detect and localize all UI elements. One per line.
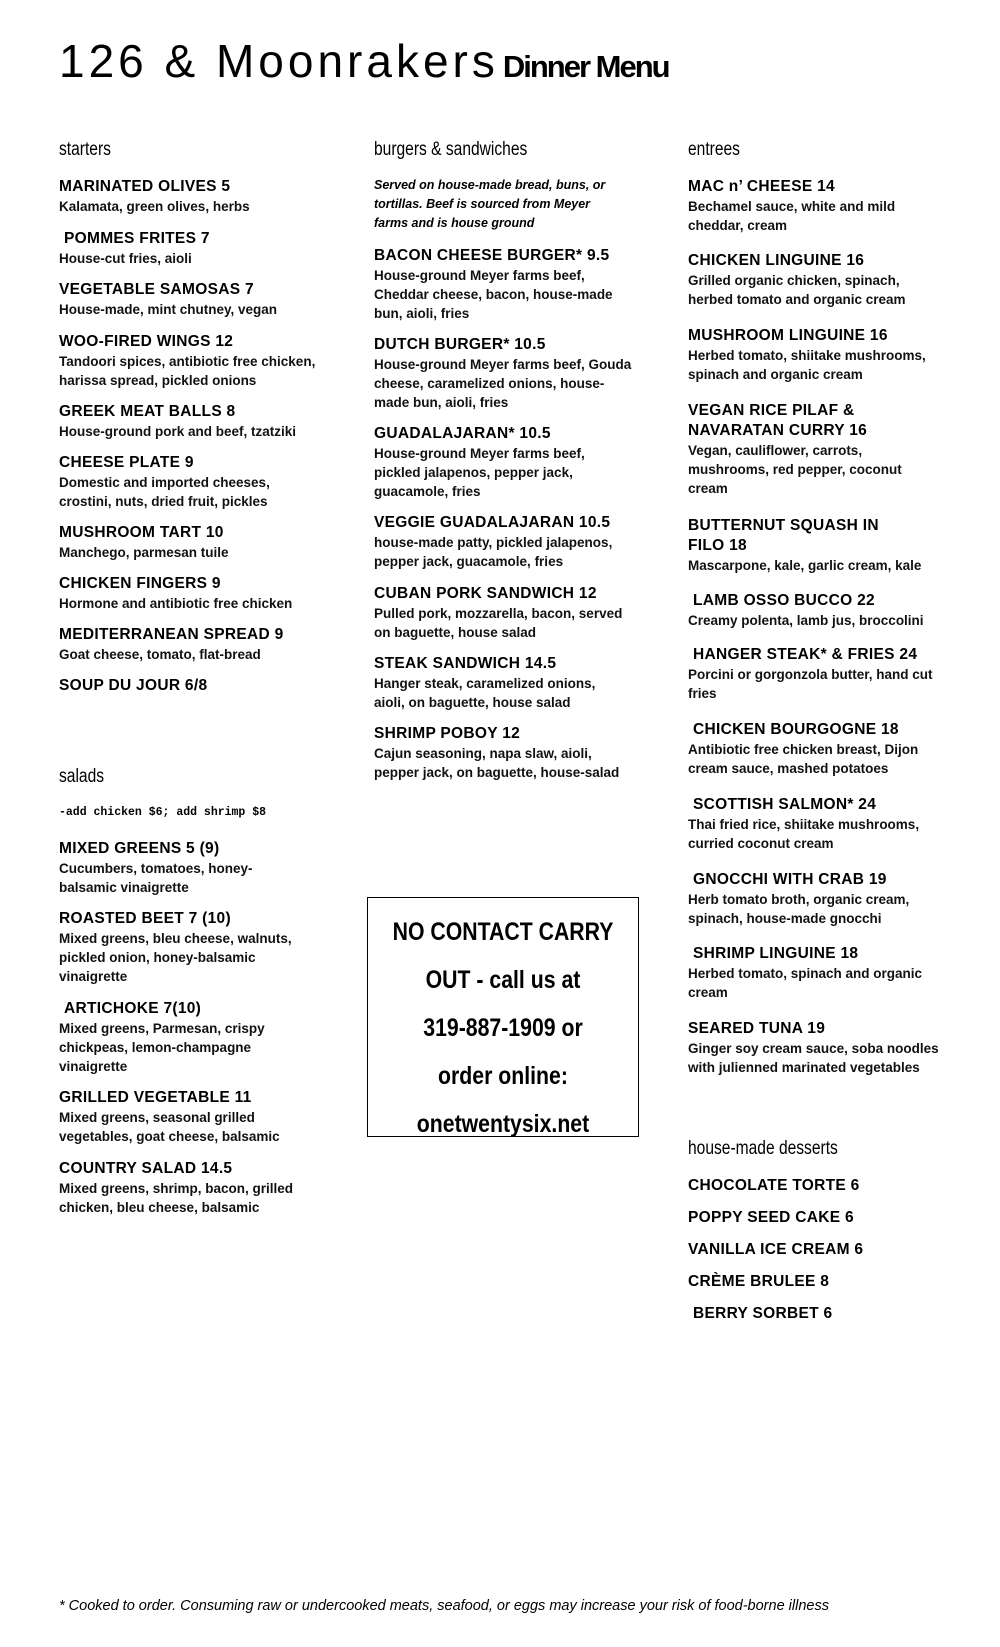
starter-item [59, 625, 339, 664]
starter-name: MARINATED OLIVES 5 [59, 178, 231, 195]
salad-desc: Mixed greens, shrimp, bacon, grilled chicken, bleu cheese, balsamic [59, 1181, 294, 1215]
entree-desc: Mascarpone, kale, garlic cream, kale [688, 558, 922, 573]
salad-item [59, 999, 299, 1076]
burger-desc: Hanger steak, caramelized onions, aioli, on baguette, house salad [374, 676, 596, 710]
entree-name: SCOTTISH SALMON* 24 [693, 796, 877, 813]
burger-desc: House-ground Meyer farms beef, Gouda cheese, caramelized onions, house-made bun, aioli, fries [374, 357, 632, 410]
salad-desc: Mixed greens, bleu cheese, walnuts, pickled onion, honey-balsamic vinaigrette [59, 931, 292, 984]
entree-item [688, 944, 933, 1002]
salad-item [59, 1088, 309, 1146]
starter-item [59, 574, 339, 613]
salad-item [59, 839, 289, 897]
starter-desc: Kalamata, green olives, herbs [59, 199, 250, 214]
carry-out-line: NO CONTACT CARRY [392, 918, 614, 946]
entree-item [688, 177, 918, 235]
starter-desc: House-ground pork and beef, tzatziki [59, 424, 297, 439]
starter-item [59, 402, 339, 441]
entree-name: SHRIMP LINGUINE 18 [693, 945, 859, 962]
burger-name: STEAK SANDWICH 14.5 [374, 655, 557, 672]
salad-name: ROASTED BEET 7 (10) [59, 910, 231, 927]
entree-name: VEGAN RICE PILAF & NAVARATAN CURRY 16 [688, 402, 868, 439]
salad-desc: Cucumbers, tomatoes, honey-balsamic vinaigrette [59, 861, 253, 895]
starter-name: WOO-FIRED WINGS 12 [59, 333, 234, 350]
salad-name: MIXED GREENS 5 (9) [59, 840, 220, 857]
burger-item [374, 335, 639, 412]
burgers-heading: burgers & sandwiches [374, 139, 528, 160]
entree-name: SEARED TUNA 19 [688, 1020, 826, 1037]
entree-name: HANGER STEAK* & FRIES 24 [693, 646, 918, 663]
dessert-item: VANILLA ICE CREAM 6 [688, 1241, 864, 1258]
burger-desc: Pulled pork, mozzarella, bacon, served on baguette, house salad [374, 606, 623, 640]
entree-desc: Creamy polenta, lamb jus, broccolini [688, 613, 924, 628]
burgers-note: Served on house-made bread, buns, or tortillas. Beef is sourced from Meyer farms and is house ground [374, 178, 606, 230]
entree-desc: Herb tomato broth, organic cream, spinach, house-made gnocchi [688, 892, 910, 926]
starter-desc: Goat cheese, tomato, flat-bread [59, 647, 261, 662]
entree-desc: Herbed tomato, spinach and organic cream [688, 966, 923, 1000]
salads-heading: salads [59, 766, 105, 787]
carry-out-phone[interactable]: 319-887-1909 or [423, 1014, 583, 1042]
salad-desc: Mixed greens, seasonal grilled vegetables, goat cheese, balsamic [59, 1110, 280, 1144]
salad-name: COUNTRY SALAD 14.5 [59, 1160, 233, 1177]
menu-subtitle: Dinner Menu [502, 49, 669, 84]
entree-desc: Porcini or gorgonzola butter, hand cut fries [688, 667, 933, 701]
starter-name: MUSHROOM TART 10 [59, 524, 224, 541]
entree-desc: Ginger soy cream sauce, soba noodles with julienned marinated vegetables [688, 1041, 939, 1075]
entree-desc: Herbed tomato, shiitake mushrooms, spinach and organic cream [688, 348, 926, 382]
entree-item [688, 645, 933, 703]
starter-name: VEGETABLE SAMOSAS 7 [59, 281, 254, 298]
burger-name: VEGGIE GUADALAJARAN 10.5 [374, 514, 611, 531]
burger-name: BACON CHEESE BURGER* 9.5 [374, 247, 610, 264]
burger-item [374, 424, 619, 501]
entree-name: MAC n’ CHEESE 14 [688, 178, 835, 195]
entree-name: BUTTERNUT SQUASH IN FILO 18 [688, 517, 879, 554]
entree-desc: Bechamel sauce, white and mild cheddar, cream [688, 199, 896, 233]
burger-name: CUBAN PORK SANDWICH 12 [374, 585, 597, 602]
dessert-item: POPPY SEED CAKE 6 [688, 1209, 854, 1226]
entrees-heading: entrees [688, 139, 740, 160]
burger-item [374, 724, 639, 782]
starter-name: CHICKEN FINGERS 9 [59, 575, 221, 592]
burger-desc: House-ground Meyer farms beef, pickled jalapenos, pepper jack, guacamole, fries [374, 446, 585, 499]
starter-item [59, 523, 339, 562]
footer-disclaimer: * Cooked to order. Consuming raw or undercooked meats, seafood, or eggs may increase your risk of food-borne illness [59, 1598, 829, 1614]
carry-out-website[interactable]: onetwentysix.net [416, 1110, 590, 1138]
starter-desc: House-made, mint chutney, vegan [59, 302, 278, 317]
starter-item [59, 676, 339, 696]
dessert-item: BERRY SORBET 6 [693, 1305, 833, 1322]
salad-desc: Mixed greens, Parmesan, crispy chickpeas, lemon-champagne vinaigrette [59, 1021, 265, 1074]
burger-item [374, 246, 639, 323]
entree-item [688, 326, 943, 384]
salads-note: -add chicken $6; add shrimp $8 [59, 806, 267, 819]
entree-item [688, 870, 938, 928]
starter-name: POMMES FRITES 7 [64, 230, 210, 247]
entree-desc: Vegan, cauliflower, carrots, mushrooms, red pepper, coconut cream [688, 443, 902, 496]
burger-name: DUTCH BURGER* 10.5 [374, 336, 546, 353]
starter-item [59, 280, 339, 319]
entree-name: CHICKEN BOURGOGNE 18 [693, 721, 899, 738]
burger-name: GUADALAJARAN* 10.5 [374, 425, 551, 442]
starter-name: GREEK MEAT BALLS 8 [59, 403, 236, 420]
burger-name: SHRIMP POBOY 12 [374, 725, 521, 742]
starter-desc: House-cut fries, aioli [59, 251, 192, 266]
entree-item [688, 720, 943, 778]
starter-name: SOUP DU JOUR 6/8 [59, 677, 208, 694]
entree-item [688, 795, 933, 853]
salad-name: GRILLED VEGETABLE 11 [59, 1089, 252, 1106]
entree-item [688, 401, 928, 498]
entree-name: CHICKEN LINGUINE 16 [688, 252, 865, 269]
dessert-item: CRÈME BRULEE 8 [688, 1273, 830, 1290]
carry-out-line: OUT - call us at [425, 966, 581, 994]
salad-name: ARTICHOKE 7(10) [64, 1000, 202, 1017]
dessert-item: CHOCOLATE TORTE 6 [688, 1177, 860, 1194]
entree-item [688, 591, 948, 630]
starter-desc: Domestic and imported cheeses, crostini, nuts, dried fruit, pickles [59, 475, 270, 509]
entree-name: MUSHROOM LINGUINE 16 [688, 327, 888, 344]
starter-desc: Tandoori spices, antibiotic free chicken, harissa spread, pickled onions [59, 354, 316, 388]
starter-desc: Hormone and antibiotic free chicken [59, 596, 293, 611]
entree-name: GNOCCHI WITH CRAB 19 [693, 871, 887, 888]
carry-out-line: order online: [438, 1062, 568, 1090]
burger-item [374, 513, 639, 571]
entree-desc: Antibiotic free chicken breast, Dijon cream sauce, mashed potatoes [688, 742, 919, 776]
entree-desc: Grilled organic chicken, spinach, herbed tomato and organic cream [688, 273, 906, 307]
entree-name: LAMB OSSO BUCCO 22 [693, 592, 875, 609]
burger-item [374, 654, 629, 712]
entree-desc: Thai fried rice, shiitake mushrooms, curried coconut cream [688, 817, 920, 851]
salad-item [59, 1159, 309, 1217]
entree-item [688, 1019, 948, 1077]
entree-item [688, 251, 928, 309]
starter-name: MEDITERRANEAN SPREAD 9 [59, 626, 284, 643]
starter-item [59, 453, 309, 511]
starter-item [59, 332, 329, 390]
burger-desc: House-ground Meyer farms beef, Cheddar cheese, bacon, house-made bun, aioli, fries [374, 268, 613, 321]
burger-desc: house-made patty, pickled jalapenos, pepper jack, guacamole, fries [374, 535, 613, 569]
burger-item [374, 584, 639, 642]
salad-item [59, 909, 309, 986]
starter-item [59, 229, 339, 268]
starter-name: CHEESE PLATE 9 [59, 454, 194, 471]
burger-desc: Cajun seasoning, napa slaw, aioli, pepper jack, on baguette, house-salad [374, 746, 620, 780]
starter-item [59, 177, 339, 216]
carry-out-box [367, 897, 639, 1137]
starter-desc: Manchego, parmesan tuile [59, 545, 229, 560]
starters-heading: starters [59, 139, 111, 160]
restaurant-name: 126 & Moonrakers [59, 35, 499, 87]
desserts-heading: house-made desserts [688, 1138, 838, 1159]
entree-item [688, 516, 948, 575]
menu-title [59, 34, 669, 88]
